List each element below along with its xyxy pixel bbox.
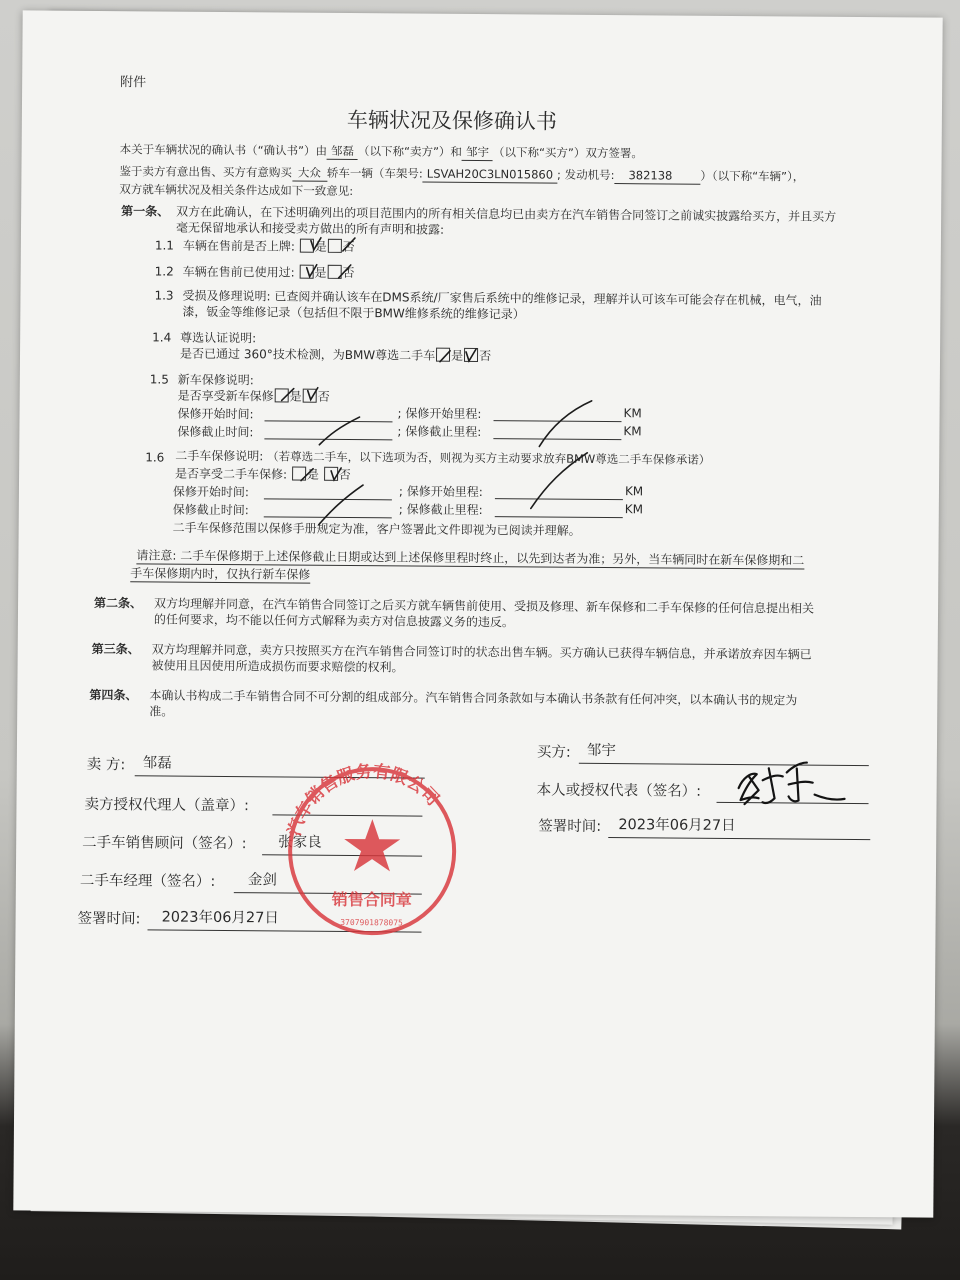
article-4-text-1: 本确认书构成二手车销售合同不可分割的组成部分。汽车销售合同条款如与本确认书条款有任何冲突，以本确认书的规定为 (149, 688, 798, 708)
article-3-text-1: 双方均理解并同意，卖方只按照买方在汽车销售合同签订时的状态出售车辆。买方确认已获得车辆信息，并承诺放弃因车辆已 (151, 642, 812, 662)
used-warranty-scope: 二手车保修范围以保修手册规定为准，客户签署此文件即视为已阅读并理解。 (172, 520, 581, 538)
uw-end-km-label: ; 保修截止里程: (398, 502, 483, 518)
intro-text: 鉴于卖方有意出售、买方有意购买 (119, 164, 293, 180)
no-label: 否 (342, 239, 355, 255)
seal-serial: 3707901878075 (340, 917, 403, 928)
document-page (13, 10, 942, 1217)
yes-label: 是 (451, 348, 464, 363)
notice-line-2 (130, 565, 310, 583)
item-1-1 (183, 238, 355, 255)
checkbox-no[interactable] (328, 239, 342, 253)
seal-ring (289, 769, 454, 934)
km-unit: KM (623, 406, 642, 421)
article-3-text-2: 被使用且因使用所造成损伤而要求赔偿的权利。 (151, 658, 404, 675)
notice-text: 手车保修期内时，仅执行新车保修 (130, 566, 311, 582)
article-2-text-2: 的任何要求，均不能以任何方式解释为卖方对信息披露义务的违反。 (153, 612, 515, 630)
agent-line (272, 814, 422, 816)
item-label: 是否享受二手车保修: (175, 466, 288, 482)
notice-text: 请注意: 二手车保修期于上述保修截止日期或达到上述保修里程时终止，以先到达者为准；另外，当车辆同时在新车保修期和二 (136, 548, 805, 568)
intro-text: ; 发动机号: (557, 167, 615, 183)
item-label: 车辆在售前是否上牌: (182, 238, 295, 254)
article-2-text-1: 双方均理解并同意，在汽车销售合同签订之后买方就车辆售前使用、受损及修理、新车保修和二手车保修的任何信息提出相关 (154, 596, 815, 616)
item-1-4-text-1: 尊选认证说明: (180, 330, 257, 346)
seller-date-line (148, 929, 422, 932)
consultant-label: 二手车销售顾问（签名）: (82, 834, 247, 853)
article-1-text-2: 毫无保留地承认和接受卖方做出的所有声明和披露: (175, 220, 445, 237)
item-1-3-number: 1.3 (154, 288, 174, 303)
no-label: 否 (342, 265, 355, 281)
manager-label: 二手车经理（签名）: (79, 872, 216, 890)
item-1-5-text-2 (178, 388, 330, 405)
strike-line (319, 485, 363, 525)
item-note: （若尊选二手车，以下选项为否，则视为买方主动要求放弃BMW尊选二手车保修承诺） (267, 449, 711, 467)
agent-label: 卖方授权代理人（盖章）: (84, 796, 249, 815)
attachment-tag: 附件 (120, 75, 147, 91)
item-label: 二手车保修说明: (175, 448, 264, 464)
label: 保修截止里程: (405, 424, 482, 440)
intro-text: （以下称“买方”）双方签署。 (492, 145, 643, 161)
item-label: 是否享受新车保修 (177, 388, 274, 404)
seller-line (135, 775, 425, 778)
article-3-label: 第三条、 (91, 641, 140, 657)
checkbox-no[interactable] (464, 348, 478, 362)
uw-start-km-label: ; 保修开始里程: (398, 484, 483, 500)
article-4-label: 第四条、 (89, 687, 138, 703)
km-unit: KM (624, 502, 644, 517)
nw-start-km-line (494, 420, 622, 422)
consultant-line (262, 854, 422, 856)
seal-star (344, 819, 400, 871)
checkbox-yes[interactable] (300, 265, 314, 279)
article-1-label: 第一条、 (121, 204, 170, 219)
rep-line (717, 802, 869, 804)
document-title: 车辆状况及保修确认书 (346, 107, 557, 134)
buyer-date-label: 签署时间: (538, 818, 602, 835)
checkbox-no[interactable] (324, 467, 338, 481)
seller-date-value: 2023年06月27日 (161, 909, 279, 927)
brand-field: 大众 (292, 165, 327, 182)
engine-no-field: 382138 (614, 167, 700, 185)
nw-start-time-label: 保修开始时间: (177, 406, 254, 422)
yes-label: 是 (314, 239, 327, 254)
buyer-name-field: 邹宇 (462, 144, 493, 161)
item-label: 是否已通过 360°技术检测，为BMW尊选二手车 (179, 346, 436, 363)
seal-center-text: 销售合同章 (331, 889, 412, 910)
yes-label: 是 (314, 265, 327, 280)
seller-name-field: 邹磊 (327, 143, 358, 160)
item-1-5-text-1: 新车保修说明: (177, 372, 254, 388)
buyer-label: 买方: (536, 744, 571, 761)
no-label: 否 (338, 467, 351, 482)
nw-end-km-line (493, 438, 621, 440)
uw-start-km-line (495, 498, 623, 500)
no-label: 否 (479, 349, 492, 364)
no-label: 否 (317, 389, 330, 404)
nw-start-time-line (265, 420, 393, 422)
item-1-5-number: 1.5 (149, 372, 169, 387)
vin-field: LSVAH20C3LN015860 (423, 166, 557, 184)
item-1-4-number: 1.4 (152, 330, 172, 345)
checkbox-yes[interactable] (275, 388, 289, 402)
item-label: 车辆在售前已使用过: (182, 264, 295, 280)
item-1-1-number: 1.1 (154, 238, 175, 253)
intro-text: （以下称“卖方”）和 (357, 144, 463, 159)
seller-date-label: 签署时间: (77, 910, 141, 928)
manager-line (234, 892, 422, 894)
nw-end-time-line (264, 438, 392, 440)
consultant-value: 张家良 (278, 834, 322, 851)
uw-start-time-line (264, 498, 392, 500)
yes-label: 是 (289, 389, 302, 404)
yes-label: 是 (306, 467, 320, 482)
uw-end-km-line (495, 516, 623, 518)
seal-ring-text (284, 760, 443, 839)
checkbox-yes[interactable] (300, 239, 314, 253)
manager-value: 金剑 (247, 872, 277, 889)
seller-label: 卖 方: (86, 756, 126, 774)
buyer-date-line (608, 837, 870, 840)
rep-label: 本人或授权代表（签名）: (536, 782, 702, 800)
article-1-text-1: 双方在此确认，在下述明确列出的项目范围内的所有相关信息均已由卖方在汽车销售合同签订之前诚实披露给买方，并且买方 (176, 204, 837, 224)
nw-end-time-label: 保修截止时间: (177, 424, 254, 440)
uw-end-time-line (264, 516, 392, 518)
item-1-2 (183, 264, 355, 281)
uw-start-time-label: 保修开始时间: (172, 484, 250, 500)
article-4-text-2: 准。 (149, 704, 174, 719)
item-1-6-text-1 (175, 448, 710, 468)
checkbox-yes[interactable] (292, 467, 306, 481)
km-unit: KM (623, 424, 642, 439)
intro-text: 本关于车辆状况的确认书（“确认书”）由 (119, 142, 328, 158)
intro-line-3: 双方就车辆状况及相关条件达成如下一致意见: (119, 182, 354, 199)
seller-value: 邹磊 (142, 755, 172, 772)
item-1-6-number: 1.6 (145, 450, 165, 465)
item-1-2-number: 1.2 (154, 264, 174, 279)
item-1-6-text-2 (175, 466, 351, 483)
uw-end-time-label: 保修截止时间: (172, 502, 249, 518)
item-1-3-text-2: 漆，钣金等维修记录（包括但不限于BMW维修系统的维修记录） (182, 304, 525, 322)
km-unit: KM (624, 484, 644, 499)
intro-text: 轿车一辆（车架号: (326, 165, 423, 181)
label: 保修开始里程: (406, 484, 483, 500)
buyer-line (579, 763, 869, 766)
buyer-date-value: 2023年06月27日 (618, 817, 736, 835)
signature-strokes (739, 762, 845, 805)
intro-line-1 (120, 141, 643, 162)
checkbox-no[interactable] (303, 389, 317, 403)
nw-start-km-label: ; 保修开始里程: (397, 406, 482, 422)
intro-text: ）（以下称“车辆”）， (700, 168, 805, 184)
nw-end-km-label: ; 保修截止里程: (397, 424, 482, 440)
checkbox-yes[interactable] (436, 348, 450, 362)
label: 保修截止里程: (406, 502, 483, 518)
strike-line (539, 400, 591, 446)
item-1-4-text-2 (180, 346, 491, 364)
article-2-label: 第二条、 (94, 595, 143, 611)
checkbox-no[interactable] (328, 265, 342, 279)
buyer-value: 邹宇 (586, 742, 616, 760)
seal-ring-text-path: 汽车销售服务有限公司 (284, 761, 443, 839)
label: 保修开始里程: (405, 406, 482, 422)
item-1-3-text-1: 受损及修理说明: 已查阅并确认该车在DMS系统/厂家售后系统中的维修记录，理解并认可该车可能会存在机械，电气，油 (182, 288, 822, 308)
